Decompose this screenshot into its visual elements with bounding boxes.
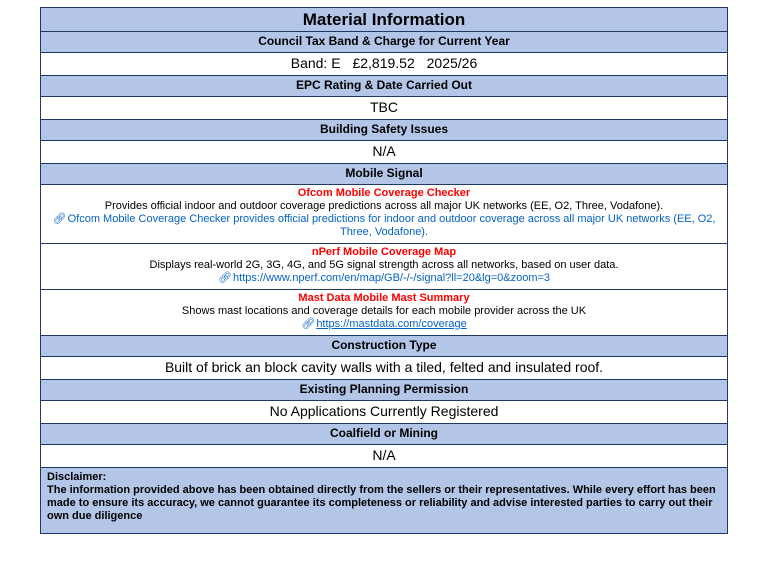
checker-name: nPerf Mobile Coverage Map: [311, 246, 457, 258]
building-safety-header: Building Safety Issues: [41, 120, 727, 141]
page-title: Material Information: [41, 8, 727, 32]
checker-name: Mast Data Mobile Mast Summary: [298, 292, 470, 304]
nperf-map-block: [41, 244, 727, 290]
coalfield-value: N/A: [41, 445, 727, 468]
mastdata-link[interactable]: https://mastdata.com/coverage: [316, 318, 467, 330]
epc-value: TBC: [41, 97, 727, 120]
link-icon: 🔗︎: [52, 213, 67, 225]
coalfield-header: Coalfield or Mining: [41, 424, 727, 445]
building-safety-value: N/A: [41, 141, 727, 164]
council-tax-year: 2025/26: [426, 55, 478, 71]
planning-permission-value: No Applications Currently Registered: [41, 401, 727, 424]
disclaimer-text: The information provided above has been obtained directly from the sellers or their representatives. While every effort has been made to ensure its accuracy, we cannot guarantee its completeness or reliability and advise interested parties to carry out their own due diligence: [47, 484, 716, 522]
council-tax-value: [41, 53, 727, 76]
checker-description: Displays real-world 2G, 3G, 4G, and 5G signal strength across all networks, based on user data.: [149, 259, 619, 271]
material-information-table: [40, 7, 728, 534]
link-icon: 🔗︎: [217, 272, 232, 284]
disclaimer-label: Disclaimer:: [47, 471, 107, 483]
checker-name: Ofcom Mobile Coverage Checker: [297, 187, 471, 199]
disclaimer-block: [41, 468, 727, 533]
construction-type-value: Built of brick an block cavity walls with a tiled, felted and insulated roof.: [41, 357, 727, 380]
link-icon: 🔗︎: [301, 318, 316, 330]
epc-header: EPC Rating & Date Carried Out: [41, 76, 727, 97]
council-tax-charge: £2,819.52: [352, 55, 415, 71]
checker-description: Provides official indoor and outdoor coverage predictions across all major UK networks (EE, O2, Three, Vodafone).: [104, 200, 664, 212]
mobile-signal-header: Mobile Signal: [41, 164, 727, 185]
planning-permission-header: Existing Planning Permission: [41, 380, 727, 401]
ofcom-checker-block: [41, 185, 727, 244]
council-tax-band: Band: E: [290, 55, 341, 71]
mastdata-summary-block: [41, 290, 727, 336]
checker-description: Shows mast locations and coverage details for each mobile provider across the UK: [181, 305, 587, 317]
ofcom-checker-link[interactable]: Ofcom Mobile Coverage Checker provides official predictions for indoor and outdoor coverage across all major UK networks (EE, O2, Three, Vodafone).: [67, 213, 716, 238]
council-tax-header: Council Tax Band & Charge for Current Year: [41, 32, 727, 53]
nperf-map-link[interactable]: https://www.nperf.com/en/map/GB/-/-/signal?ll=20&lg=0&zoom=3: [233, 272, 551, 284]
construction-type-header: Construction Type: [41, 336, 727, 357]
